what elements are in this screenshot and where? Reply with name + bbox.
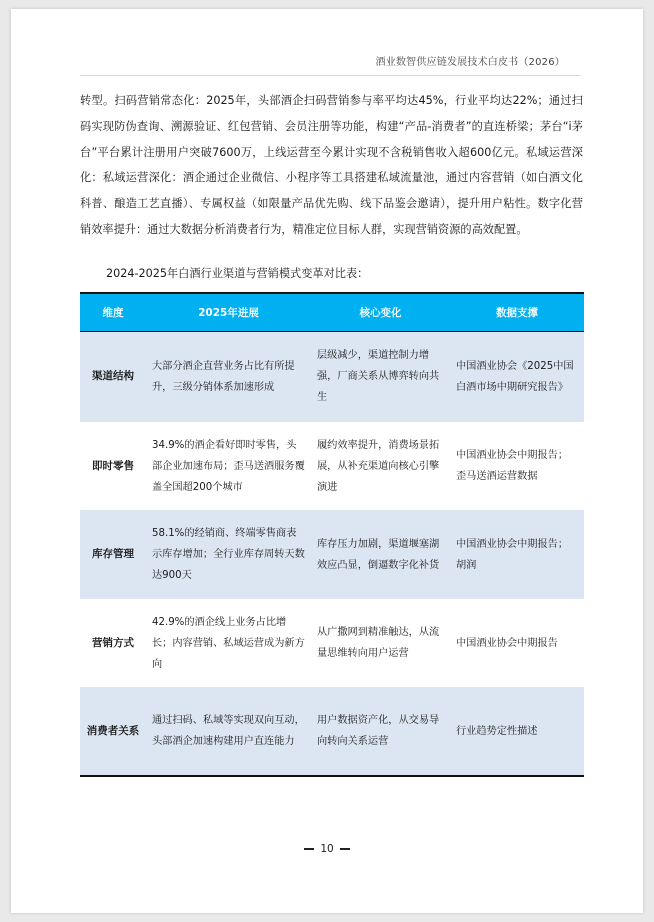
header-divider <box>80 75 581 76</box>
body-text <box>80 88 583 243</box>
dimension-cell: 即时零售 <box>80 422 146 510</box>
column-header: 2025年进展 <box>146 293 311 331</box>
source-cell: 中国酒业协会《2025中国白酒市场中期研究报告》 <box>450 331 584 422</box>
dimension-cell: 渠道结构 <box>80 331 146 422</box>
table-header-row <box>80 293 584 331</box>
change-cell: 用户数据资产化，从交易导向转向关系运营 <box>311 687 450 776</box>
progress-cell: 42.9%的酒企线上业务占比增长；内容营销、私域运营成为新方向 <box>146 599 311 687</box>
body-paragraph: 转型。扫码营销常态化：2025年，头部酒企扫码营销参与率平均达45%，行业平均达22%；通过扫码实现防伪查询、溯源验证、红包营销、会员注册等功能，构建“产品-消费者”的直连桥梁；茅台“i茅台”平台累计注册用户突破7600万，上线运营至今累计实现不含税销售收入超600亿元。私域运营深化：私域运营深化：酒企通过企业微信、小程序等工具搭建私域流量池，通过内容营销（如白酒文化科普、酿造工艺直播）、专属权益（如限量产品优先购、线下品鉴会邀请），提升用户粘性。数字化营销效率提升：通过大数据分析消费者行为，精准定位目标人群，实现营销资源的高效配置。 <box>80 94 583 236</box>
change-cell: 库存压力加剧，渠道堰塞湖效应凸显，倒逼数字化补货 <box>311 510 450 599</box>
source-cell: 中国酒业协会中期报告；歪马送酒运营数据 <box>450 422 584 510</box>
column-header: 数据支撑 <box>450 293 584 331</box>
table-row <box>80 510 584 599</box>
progress-cell: 34.9%的酒企看好即时零售，头部企业加速布局；歪马送酒服务覆盖全国超200个城市 <box>146 422 311 510</box>
progress-cell: 通过扫码、私域等实现双向互动，头部酒企加速构建用户直连能力 <box>146 687 311 776</box>
table-caption: 2024-2025年白酒行业渠道与营销模式变革对比表： <box>106 267 369 280</box>
change-cell: 从广撒网到精准触达，从流量思维转向用户运营 <box>311 599 450 687</box>
comparison-table <box>80 292 584 777</box>
progress-cell: 大部分酒企直营业务占比有所提升，三级分销体系加速形成 <box>146 331 311 422</box>
column-header: 维度 <box>80 293 146 331</box>
column-header: 核心变化 <box>311 293 450 331</box>
source-cell: 行业趋势定性描述 <box>450 687 584 776</box>
source-cell: 中国酒业协会中期报告 <box>450 599 584 687</box>
dimension-cell: 消费者关系 <box>80 687 146 776</box>
progress-cell: 58.1%的经销商、终端零售商表示库存增加；全行业库存周转天数达900天 <box>146 510 311 599</box>
page-number: 10 <box>320 843 334 855</box>
dimension-cell: 营销方式 <box>80 599 146 687</box>
page-footer <box>11 843 643 855</box>
table-row <box>80 687 584 776</box>
table-row <box>80 599 584 687</box>
change-cell: 履约效率提升，消费场景拓展，从补充渠道向核心引擎演进 <box>311 422 450 510</box>
footer-dash-left <box>304 848 314 850</box>
footer-dash-right <box>340 848 350 850</box>
change-cell: 层级减少，渠道控制力增强，厂商关系从博弈转向共生 <box>311 331 450 422</box>
running-header: 酒业数智供应链发展技术白皮书（2026） <box>375 57 565 68</box>
document-page <box>11 9 643 913</box>
table-row <box>80 331 584 422</box>
table-row <box>80 422 584 510</box>
dimension-cell: 库存管理 <box>80 510 146 599</box>
source-cell: 中国酒业协会中期报告；胡润 <box>450 510 584 599</box>
